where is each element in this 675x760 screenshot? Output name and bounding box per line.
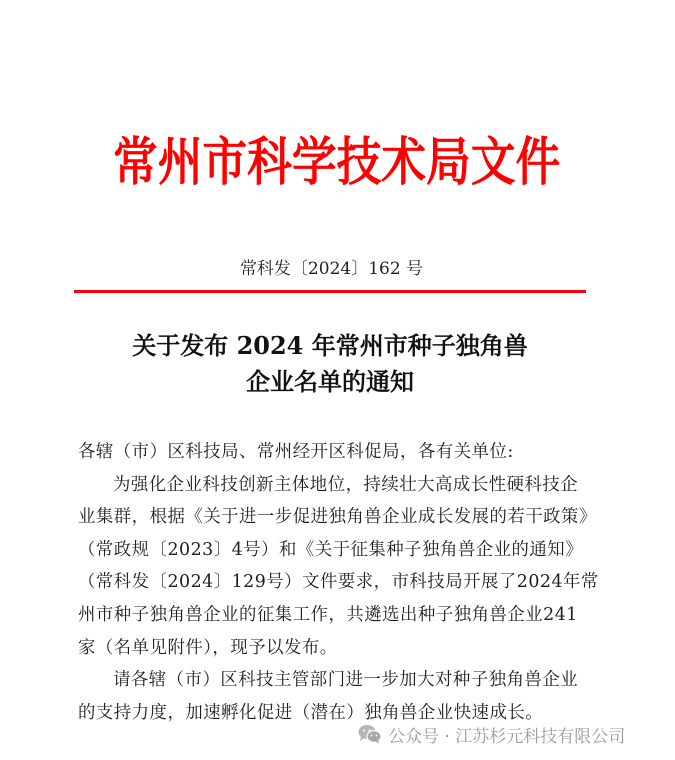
wechat-watermark [358, 722, 625, 746]
issuer-title: 常州市科学技术局文件 [112, 132, 561, 193]
paragraph-1-line-5: 州市种子独角兽企业的征集工作，共遴选出种子独角兽企业241 [78, 604, 578, 625]
document-number: 常科发〔2024〕162 号 [239, 259, 424, 279]
notice-body [78, 436, 598, 729]
salutation: 各辖（市）区科技局、常州经开区科促局，各有关单位: [78, 442, 514, 462]
notice-title [0, 328, 660, 400]
paragraph-1-line-3: （常政规〔2023〕4号）和《关于征集种子独角兽企业的通知》 [78, 539, 584, 560]
notice-title-line-2: 企业名单的通知 [246, 367, 414, 396]
wechat-icon [358, 724, 382, 744]
paragraph-2-line-2: 的支持力度，加速孵化促进（潜在）独角兽企业快速成长。 [78, 702, 544, 723]
paragraph-1-line-6: 家（名单见附件），现予以发布。 [78, 637, 338, 658]
paragraph-2-line-1: 请各辖（市）区科技主管部门进一步加大对种子独角兽企业 [113, 670, 579, 691]
paragraph-1-line-4: （常科发〔2024〕129号）文件要求，市科技局开展了2024年常 [78, 572, 599, 593]
notice-title-line-1: 关于发布 2024 年常州市种子独角兽 [132, 331, 528, 360]
paragraph-1-line-2: 业集群，根据《关于进一步促进独角兽企业成长发展的若干政策》 [78, 507, 597, 528]
paragraph-1-line-1: 为强化企业科技创新主体地位，持续壮大高成长性硬科技企 [113, 474, 579, 495]
watermark-text: 公众号 · 江苏杉元科技有限公司 [388, 726, 626, 747]
red-divider-rule [74, 290, 586, 293]
